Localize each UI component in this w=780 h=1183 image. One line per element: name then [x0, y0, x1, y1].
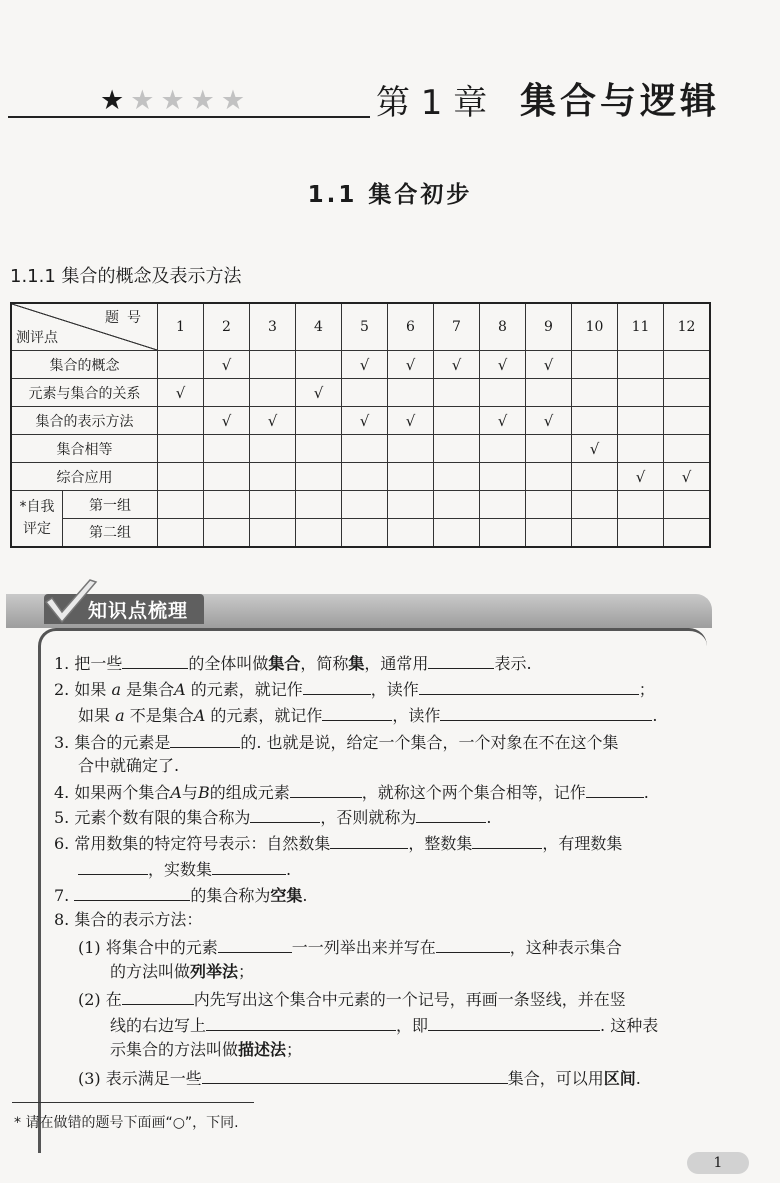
answer-blank[interactable]: [419, 676, 639, 695]
empty-cell: [158, 407, 204, 435]
empty-cell: [434, 463, 480, 491]
table-row: [11, 407, 710, 435]
star-empty-icon: ★: [130, 85, 161, 116]
empty-cell: [664, 407, 711, 435]
empty-cell: [204, 435, 250, 463]
chapter-rule: [8, 116, 370, 118]
banner-label: 知识点梳理: [88, 600, 189, 622]
item-8-3: (3) 表示满足一些 集合，可以用区间.: [78, 1065, 641, 1091]
group-label: 第二组: [63, 519, 158, 547]
self-eval-cell[interactable]: [158, 491, 204, 519]
answer-blank[interactable]: [202, 1065, 508, 1084]
corner-top-label: 题号: [105, 310, 149, 326]
answer-blank[interactable]: [250, 804, 320, 823]
self-eval-cell[interactable]: [434, 491, 480, 519]
empty-cell: [664, 351, 711, 379]
self-eval-cell[interactable]: [342, 491, 388, 519]
answer-blank[interactable]: [428, 1012, 600, 1031]
row-label: 综合应用: [11, 463, 158, 491]
check-cell: [480, 351, 526, 379]
empty-cell: [664, 435, 711, 463]
self-eval-cell[interactable]: [480, 491, 526, 519]
empty-cell: [480, 379, 526, 407]
item-7: 7. 的集合称为空集.: [54, 882, 307, 908]
self-eval-cell[interactable]: [250, 519, 296, 547]
empty-cell: [250, 351, 296, 379]
check-cell: [526, 351, 572, 379]
checkmark-icon: √: [221, 355, 232, 374]
item-3b: 合中就确定了.: [78, 756, 180, 775]
item-4: 4. 如果两个集合A与B的组成元素 ，就称这个两个集合相等，记作 .: [54, 779, 649, 805]
answer-blank[interactable]: [472, 830, 542, 849]
self-eval-cell[interactable]: [388, 491, 434, 519]
empty-cell: [204, 463, 250, 491]
column-header: 12: [664, 303, 711, 351]
checkmark-icon: √: [543, 411, 554, 430]
subsection-title: 1.1.1 集合的概念及表示方法: [10, 266, 242, 287]
self-eval-cell[interactable]: [342, 519, 388, 547]
check-cell: [480, 407, 526, 435]
empty-cell: [250, 435, 296, 463]
empty-cell: [526, 463, 572, 491]
answer-blank[interactable]: [436, 934, 510, 953]
answer-blank[interactable]: [212, 856, 286, 875]
empty-cell: [434, 407, 480, 435]
empty-cell: [434, 435, 480, 463]
item-6a: 6. 常用数集的特定符号表示：自然数集 ，整数集 ，有理数集: [54, 830, 622, 856]
empty-cell: [250, 463, 296, 491]
column-header: 2: [204, 303, 250, 351]
table-row: [11, 435, 710, 463]
row-label: 集合相等: [11, 435, 158, 463]
answer-blank[interactable]: [170, 729, 240, 748]
empty-cell: [158, 435, 204, 463]
self-eval-cell[interactable]: [618, 519, 664, 547]
footnote-rule: [12, 1102, 254, 1103]
empty-cell: [572, 379, 618, 407]
evaluation-table: [10, 302, 711, 548]
empty-cell: [572, 407, 618, 435]
item-8: 8. 集合的表示方法：: [54, 910, 203, 929]
section-title: 1.1 集合初步: [307, 182, 473, 208]
empty-cell: [342, 379, 388, 407]
answer-blank[interactable]: [122, 986, 194, 1005]
empty-cell: [434, 379, 480, 407]
self-eval-label: [11, 491, 63, 547]
table-row: [11, 351, 710, 379]
answer-blank[interactable]: [303, 676, 371, 695]
empty-cell: [158, 351, 204, 379]
item-3a: 3. 集合的元素是 的. 也就是说，给定一个集合，一个对象在不在这个集: [54, 729, 619, 755]
self-eval-cell[interactable]: [204, 519, 250, 547]
empty-cell: [526, 435, 572, 463]
checkmark-icon: √: [451, 355, 462, 374]
check-cell: [526, 407, 572, 435]
column-header: 4: [296, 303, 342, 351]
item-8-2b: 线的右边写上 ，即 . 这种表: [110, 1012, 658, 1038]
column-header: 6: [388, 303, 434, 351]
item-8-2c: 示集合的方法叫做描述法；: [110, 1040, 303, 1059]
check-cell: [204, 351, 250, 379]
self-eval-row: [11, 519, 710, 547]
item-1: 1. 把一些 的全体叫做集合，简称集，通常用 表示.: [54, 650, 532, 676]
chapter-number: 第 1 章: [376, 83, 488, 123]
row-label: 元素与集合的关系: [11, 379, 158, 407]
self-eval-line2: 评定: [23, 521, 51, 538]
self-eval-cell[interactable]: [204, 491, 250, 519]
column-header: 3: [250, 303, 296, 351]
checkmark-icon: √: [359, 411, 370, 430]
check-cell: [250, 407, 296, 435]
checkmark-icon: √: [221, 411, 232, 430]
answer-blank[interactable]: [586, 779, 644, 798]
checkmark-icon: √: [543, 355, 554, 374]
check-cell: [618, 463, 664, 491]
empty-cell: [526, 379, 572, 407]
answer-blank[interactable]: [78, 856, 148, 875]
answer-blank[interactable]: [218, 934, 292, 953]
check-cell: [342, 351, 388, 379]
self-eval-row: [11, 491, 710, 519]
empty-cell: [572, 463, 618, 491]
column-header: 1: [158, 303, 204, 351]
self-eval-cell[interactable]: [158, 519, 204, 547]
check-cell: [296, 379, 342, 407]
table-row: [11, 463, 710, 491]
star-empty-icon: ★: [160, 85, 191, 116]
column-header: 5: [342, 303, 388, 351]
checkmark-icon: √: [589, 439, 600, 458]
empty-cell: [388, 379, 434, 407]
empty-cell: [296, 435, 342, 463]
check-cell: [664, 463, 711, 491]
item-2b: 如果 a 不是集合A 的元素，就记作 ，读作 .: [78, 702, 658, 728]
self-eval-cell[interactable]: [526, 491, 572, 519]
checkmark-icon: √: [635, 467, 646, 486]
table-corner-cell: [11, 303, 158, 351]
self-eval-cell[interactable]: [296, 491, 342, 519]
check-cell: [572, 435, 618, 463]
checkmark-icon: √: [405, 411, 416, 430]
self-eval-cell[interactable]: [434, 519, 480, 547]
answer-blank[interactable]: [290, 779, 362, 798]
check-cell: [388, 407, 434, 435]
item-6b: ，实数集 .: [78, 856, 291, 882]
checkmark-icon: √: [175, 383, 186, 402]
answer-blank[interactable]: [206, 1012, 396, 1031]
page-number: 1: [687, 1152, 749, 1174]
empty-cell: [572, 351, 618, 379]
self-eval-cell[interactable]: [664, 491, 711, 519]
check-cell: [388, 351, 434, 379]
self-eval-cell[interactable]: [572, 491, 618, 519]
empty-cell: [342, 463, 388, 491]
empty-cell: [388, 463, 434, 491]
column-header: 10: [572, 303, 618, 351]
item-2a: 2. 如果 a 是集合A 的元素，就记作 ，读作 ；: [54, 676, 655, 702]
chapter-title: 集合与逻辑: [520, 81, 721, 122]
answer-blank[interactable]: [428, 650, 494, 669]
empty-cell: [618, 407, 664, 435]
checkmark-icon: √: [405, 355, 416, 374]
empty-cell: [204, 379, 250, 407]
table-row: [11, 379, 710, 407]
self-eval-cell[interactable]: [296, 519, 342, 547]
empty-cell: [618, 435, 664, 463]
answer-blank[interactable]: [440, 702, 652, 721]
answer-blank[interactable]: [330, 830, 408, 849]
self-eval-line1: *自我: [19, 499, 55, 516]
checkmark-icon: √: [681, 467, 692, 486]
column-header: 9: [526, 303, 572, 351]
answer-blank[interactable]: [74, 882, 190, 901]
item-8-1a: (1) 将集合中的元素 一一列举出来并写在 ，这种表示集合: [78, 934, 622, 960]
checkmark-icon: √: [313, 383, 324, 402]
empty-cell: [158, 463, 204, 491]
self-eval-cell[interactable]: [618, 491, 664, 519]
check-cell: [434, 351, 480, 379]
item-5: 5. 元素个数有限的集合称为 ，否则就称为 .: [54, 804, 491, 830]
star-empty-icon: ★: [220, 85, 252, 116]
checkmark-icon: √: [497, 355, 508, 374]
star-filled-icon: ★: [100, 85, 131, 116]
difficulty-stars: [100, 86, 251, 116]
checkmark-icon: √: [497, 411, 508, 430]
checkmark-icon: √: [359, 355, 370, 374]
self-eval-cell[interactable]: [388, 519, 434, 547]
self-eval-cell[interactable]: [526, 519, 572, 547]
footnote: * 请在做错的题号下面画“○”，下同.: [14, 1115, 239, 1131]
empty-cell: [480, 435, 526, 463]
self-eval-cell[interactable]: [572, 519, 618, 547]
empty-cell: [388, 435, 434, 463]
group-label: 第一组: [63, 491, 158, 519]
empty-cell: [296, 351, 342, 379]
empty-cell: [296, 463, 342, 491]
check-cell: [342, 407, 388, 435]
empty-cell: [664, 379, 711, 407]
empty-cell: [296, 407, 342, 435]
self-eval-cell[interactable]: [664, 519, 711, 547]
column-header: 8: [480, 303, 526, 351]
answer-blank[interactable]: [122, 650, 188, 669]
checkmark-icon: √: [267, 411, 278, 430]
self-eval-cell[interactable]: [250, 491, 296, 519]
empty-cell: [480, 463, 526, 491]
item-8-1b: 的方法叫做列举法；: [110, 962, 255, 981]
corner-bottom-label: 测评点: [16, 330, 58, 346]
self-eval-cell[interactable]: [480, 519, 526, 547]
column-header: 7: [434, 303, 480, 351]
star-empty-icon: ★: [190, 85, 221, 116]
answer-blank[interactable]: [322, 702, 392, 721]
column-header: 11: [618, 303, 664, 351]
empty-cell: [250, 379, 296, 407]
empty-cell: [618, 379, 664, 407]
item-8-2a: (2) 在 内先写出这个集合中元素的一个记号，再画一条竖线，并在竖: [78, 986, 626, 1012]
check-cell: [158, 379, 204, 407]
empty-cell: [618, 351, 664, 379]
answer-blank[interactable]: [416, 804, 486, 823]
row-label: 集合的表示方法: [11, 407, 158, 435]
check-cell: [204, 407, 250, 435]
empty-cell: [342, 435, 388, 463]
row-label: 集合的概念: [11, 351, 158, 379]
